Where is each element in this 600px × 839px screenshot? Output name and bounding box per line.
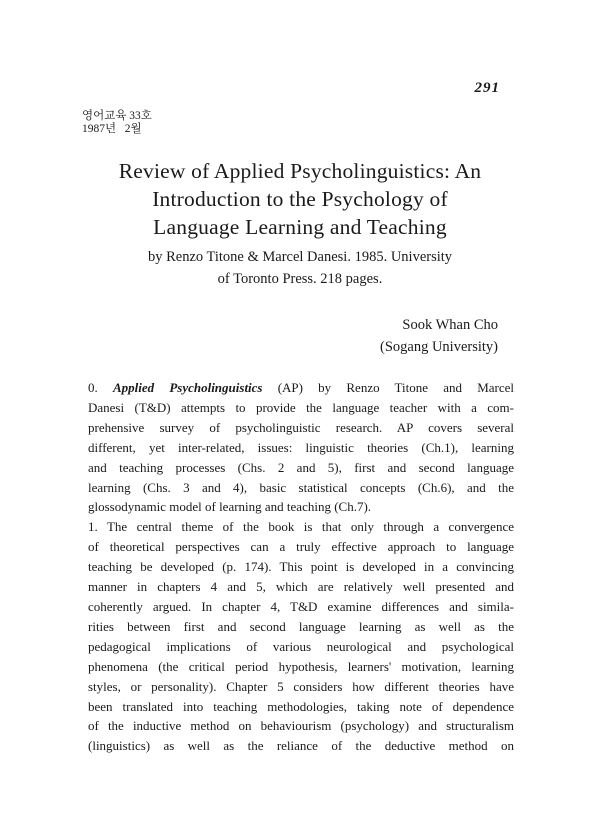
paragraph-line: learning (Chs. 3 and 4), basic statistical concepts (Ch.6), and the <box>88 479 514 495</box>
journal-date: 1987년 2월 <box>82 123 142 135</box>
reviewer-name: Sook Whan Cho <box>402 317 498 333</box>
review-body <box>86 378 514 756</box>
reviewer <box>380 314 498 358</box>
section-number: 0. <box>88 380 98 395</box>
paragraph-line: phenomena (the critical period hypothesis, learners' motivation, learning <box>88 658 514 674</box>
paragraph-line: coherently argued. In chapter 4, T&D examine differences and simila- <box>88 598 514 614</box>
book-title-italic: Applied Psycholinguistics <box>112 380 263 395</box>
text-run: (AP) by Renzo Titone and Marcel <box>262 380 515 395</box>
review-title <box>0 157 600 241</box>
paragraph-line: different, yet inter-related, issues: linguistic theories (Ch.1), learning <box>88 439 514 455</box>
title-line-3: Language Learning and Teaching <box>153 215 447 239</box>
page-number: 291 <box>474 80 500 96</box>
paragraph-line: been translated into teaching methodologies, taking note of dependence <box>88 698 514 714</box>
paragraph-line: manner in chapters 4 and 5, which are relatively well presented and <box>88 579 514 595</box>
paragraph-line: Danesi (T&D) attempts to provide the language teacher with a com- <box>88 399 514 415</box>
paragraph-line: (linguistics) as well as the reliance of the deductive method on <box>88 738 514 754</box>
title-line-1: Review of Applied Psycholinguistics: An <box>118 159 482 183</box>
paragraph-line: of the inductive method on behaviourism (psychology) and structuralism <box>88 718 514 734</box>
title-line-2: Introduction to the Psychology of <box>152 187 448 211</box>
paragraph-line: rities between first and second language learning as well as the <box>88 618 514 634</box>
paragraph-line: and teaching processes (Chs. 2 and 5), first and second language <box>88 459 514 475</box>
paragraph-line: glossodynamic model of learning and teaching (Ch.7). <box>88 499 372 515</box>
paragraph-line: teaching be developed (p. 174). This point is developed in a convincing <box>88 559 514 575</box>
paragraph-line: 1. The central theme of the book is that only through a convergence <box>88 519 514 535</box>
paragraph-0 <box>86 378 514 517</box>
paragraph-line: prehensive survey of psycholinguistic research. AP covers several <box>88 419 514 435</box>
byline-line-2: of Toronto Press. 218 pages. <box>217 271 383 287</box>
paragraph-line: of theoretical perspectives can a truly effective approach to language <box>88 539 514 555</box>
paragraph-1 <box>86 517 514 756</box>
journal-issue: 영어교육 33호 <box>82 110 152 122</box>
paragraph-line <box>86 378 514 398</box>
paragraph-line: pedagogical implications of various neurological and psychological <box>88 638 514 654</box>
byline-line-1: by Renzo Titone & Marcel Danesi. 1985. University <box>147 249 453 265</box>
reviewer-affiliation: (Sogang University) <box>380 339 498 355</box>
journal-info <box>82 110 152 136</box>
book-byline <box>0 246 600 290</box>
paragraph-line: styles, or personality). Chapter 5 considers how different theories have <box>88 678 514 694</box>
